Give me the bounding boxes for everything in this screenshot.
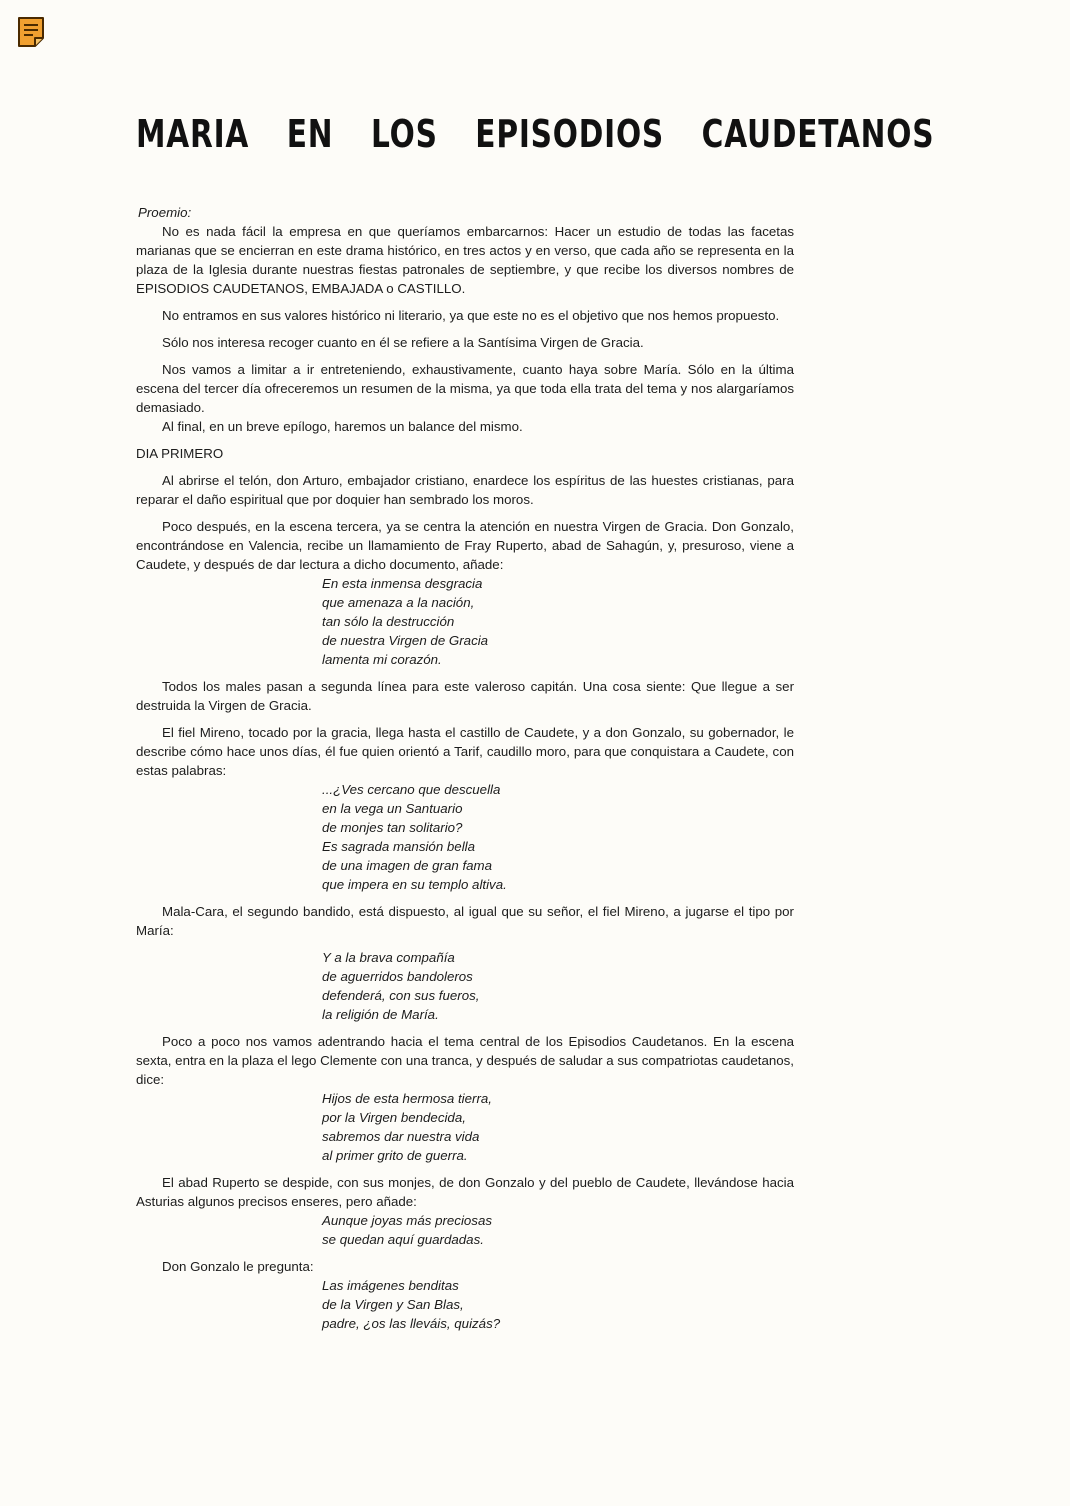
paragraph: Don Gonzalo le pregunta: [162,1259,314,1274]
verse-line: la religión de María. [322,1007,439,1022]
verse-line: por la Virgen bendecida, [322,1110,466,1125]
verse-line: de aguerridos bandoleros [322,969,473,984]
paragraph: El abad Ruperto se despide, con sus monjes, de don Gonzalo y del pueblo de Caudete, llevándose hacia Asturias algunos precisos enseres, pero añade: [136,1175,794,1209]
note-icon[interactable] [17,16,45,48]
paragraph: No es nada fácil la empresa en que queríamos embarcarnos: Hacer un estudio de todas las facetas marianas que se encierran en este drama histórico, en tres actos y en verso, que cada año se representa en la plaza de la Iglesia durante nuestras fiestas patronales de septiembre, y que recibe los diversos nombres de EPISODIOS CAUDETANOS, EMBAJADA o CASTILLO. [136,224,794,296]
paragraph: Poco después, en la escena tercera, ya se centra la atención en nuestra Virgen de Gracia. Don Gonzalo, encontrándose en Valencia, recibe un llamamiento de Fray Ruperto, abad de Sahagún, y, presuroso, viene a Caudete, y después de dar lectura a dicho documento, añade: [136,519,794,572]
verse-block [322,1089,794,1165]
verse-block [322,948,794,1024]
verse-line: lamenta mi corazón. [322,652,442,667]
verse-line: Es sagrada mansión bella [322,839,476,854]
verse-line: de la Virgen y San Blas, [322,1297,464,1312]
proemio-label: Proemio: [138,205,192,220]
verse-line: sabremos dar nuestra vida [322,1129,480,1144]
verse-line: En esta inmensa desgracia [322,576,483,591]
verse-line: se quedan aquí guardadas. [322,1232,484,1247]
paragraph: Al abrirse el telón, don Arturo, embajador cristiano, enardece los espíritus de las huestes cristianas, para reparar el daño espiritual que por doquier han sembrado los moros. [136,473,794,507]
verse-line: Aunque joyas más preciosas [322,1213,492,1228]
paragraph: Mala-Cara, el segundo bandido, está dispuesto, al igual que su señor, el fiel Mireno, a jugarse el tipo por María: [136,904,794,938]
paragraph: Nos vamos a limitar a ir entreteniendo, exhaustivamente, cuanto haya sobre María. Sólo en la última escena del tercer día ofreceremos un resumen de la misma, ya que toda ella trata del tema y nos alargaríamos demasiado. [136,362,794,415]
verse-line: de monjes tan solitario? [322,820,463,835]
section-heading: DIA PRIMERO [136,446,224,461]
verse-line: ...¿Ves cercano que descuella [322,782,501,797]
verse-line: defenderá, con sus fueros, [322,988,480,1003]
verse-line: Hijos de esta hermosa tierra, [322,1091,492,1106]
page-title: MARIA EN LOS EPISODIOS CAUDETANOS [136,112,935,156]
verse-line: padre, ¿os las lleváis, quizás? [322,1316,501,1331]
paragraph: Todos los males pasan a segunda línea para este valeroso capitán. Una cosa siente: Que llegue a ser destruida la Virgen de Gracia. [136,679,794,713]
verse-line: de una imagen de gran fama [322,858,493,873]
paragraph: Sólo nos interesa recoger cuanto en él se refiere a la Santísima Virgen de Gracia. [162,335,644,350]
paragraph: No entramos en sus valores histórico ni literario, ya que este no es el objetivo que nos hemos propuesto. [162,308,780,323]
article-body [136,203,794,1341]
verse-line: que amenaza a la nación, [322,595,475,610]
paragraph: Al final, en un breve epílogo, haremos un balance del mismo. [162,419,523,434]
paragraph: El fiel Mireno, tocado por la gracia, llega hasta el castillo de Caudete, y a don Gonzalo, su gobernador, le describe cómo hace unos días, él fue quien orientó a Tarif, caudillo moro, para que conquistara a Caudete, con estas palabras: [136,725,794,778]
verse-line: Las imágenes benditas [322,1278,459,1293]
verse-block [322,1276,794,1333]
verse-line: en la vega un Santuario [322,801,463,816]
verse-line: tan sólo la destrucción [322,614,455,629]
verse-line: Y a la brava compañía [322,950,455,965]
verse-block [322,780,794,894]
verse-line: que impera en su templo altiva. [322,877,507,892]
paragraph: Poco a poco nos vamos adentrando hacia el tema central de los Episodios Caudetanos. En la escena sexta, entra en la plaza el lego Clemente con una tranca, y después de saludar a sus compatriotas caudetanos, dice: [136,1034,794,1087]
verse-block [322,574,794,669]
verse-line: al primer grito de guerra. [322,1148,468,1163]
verse-line: de nuestra Virgen de Gracia [322,633,489,648]
verse-block [322,1211,794,1249]
